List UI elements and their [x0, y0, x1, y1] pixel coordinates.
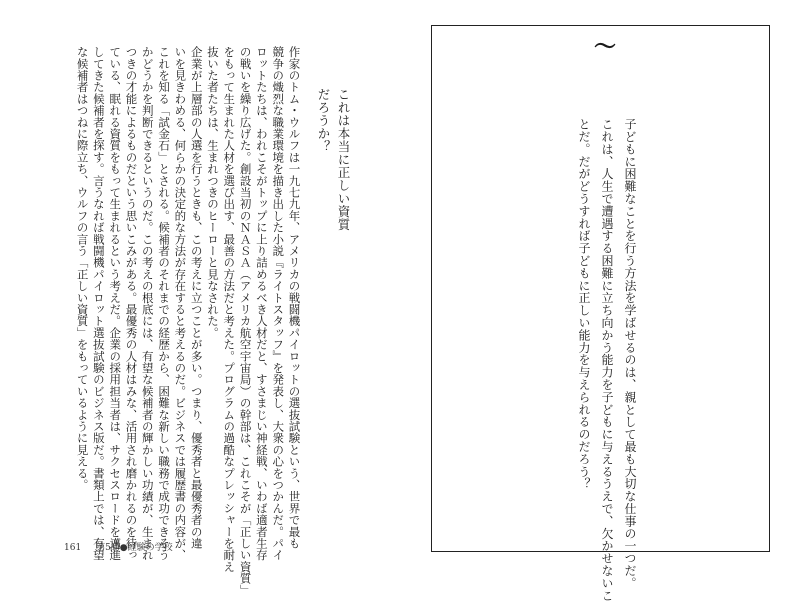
question-line: これは、人生で遭遇する困難に立ち向かう能力を子どもに与えるうえで、欠かせないこ — [600, 118, 614, 602]
body-line: 企業が上層部の人選を行うときも、この考えに立つことが多い。つまり、優秀者と最優秀者の違 — [189, 46, 204, 550]
chapter-title: 第5講●経験の学校 — [96, 543, 173, 553]
body-line: の戦いを繰り広げた。創設当初のＮＡＳＡ（アメリカ航空宇宙局）の幹部は、これこそが「正しい資質」 — [238, 46, 253, 596]
body-line: つきの才能によるものだという思いこみがある。最優秀の人材はみな、活用され磨かれるのを待っ — [124, 46, 139, 561]
body-line: ロットたちは、われこそがトップに上り詰めるべき人材だと、すさまじい神経戦、いわば適者生存 — [254, 46, 269, 561]
heading-line: これは本当に正しい資質 — [336, 88, 351, 231]
body-line: これを知る「試金石」とされる。候補者のそれまでの経歴から、困難な新しい職務で成功できそう — [157, 46, 172, 561]
page-footer — [64, 540, 173, 553]
page-number: 161 — [64, 543, 82, 553]
body-line: ている、眠れる資質をもって生まれるという考えだ。企業の採用担当者は、サクセスロードを邁進 — [108, 46, 123, 561]
body-line: 作家のトム・ウルフは一九七九年、アメリカの戦闘機パイロットの選抜試験という、世界で最も — [287, 46, 302, 550]
body-line: 競争の熾烈な職業環境を描き出した小説『ライトスタッフ』を発表し、大衆の心をつかんだ。パイ — [271, 46, 286, 561]
question-line: とだ。だがどうすれば子どもに正しい能力を与えられるのだろう？ — [577, 118, 591, 490]
tilde-mark: 〜 — [594, 34, 617, 60]
body-line: をもって生まれた人材を選び出す、最善の方法だと考えた。プログラムの過酷なプレッシャーを耐え — [222, 46, 237, 573]
left-page — [0, 0, 400, 596]
body-line: いを見きわめる、何らかの決定的な方法が存在すると考えるのだ。ビジネスでは履歴書の内容が、 — [173, 46, 188, 561]
body-line: な候補者はつねに際立ち、ウルフの言う「正しい資質」をもっているように見える。 — [75, 46, 90, 491]
body-line: してきた候補者を探す。言うなれば戦闘機パイロット選抜試験のビジネス版だ。書類上では、有望 — [91, 46, 106, 561]
question-line: 子どもに困難なことを行う方法を学ばせるのは、親として最も大切な仕事の一つだ。 — [623, 118, 637, 590]
heading-line: だろうか？ — [316, 88, 331, 153]
body-line: 抜いた者たちは、生まれつきのヒーローと見なされた。 — [206, 46, 220, 339]
body-line: かどうかを判断できるというのだ。この考えの根底には、有望な候補者の輝かしい功績が、生まれ — [140, 46, 155, 561]
